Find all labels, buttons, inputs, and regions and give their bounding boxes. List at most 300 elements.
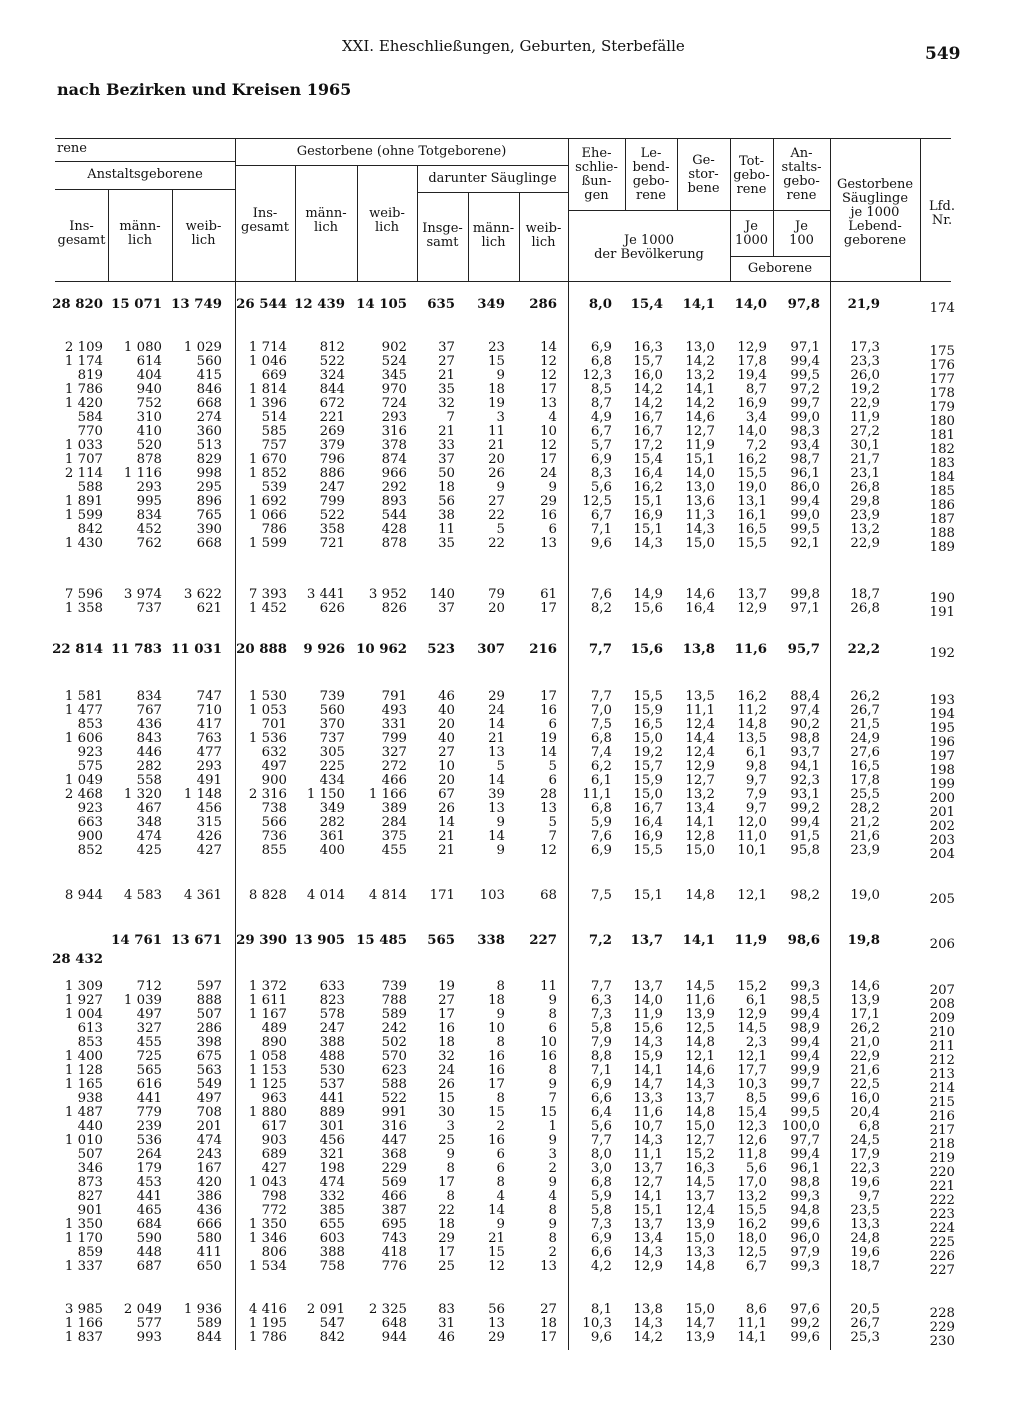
table-cell: 14,2 <box>685 354 715 369</box>
table-cell: 558 <box>136 773 162 788</box>
table-row <box>0 1063 1024 1082</box>
table-cell: 171 <box>429 888 455 903</box>
table-cell: 2 <box>548 1161 557 1176</box>
table-cell: 563 <box>196 1063 222 1078</box>
table-cell: 50 <box>438 466 455 481</box>
table-cell: 12,5 <box>737 1245 767 1260</box>
table-cell: 16 <box>488 1063 505 1078</box>
table-cell: 24 <box>438 1063 455 1078</box>
table-row <box>0 494 1024 513</box>
table-row <box>0 1133 1024 1152</box>
table-cell: 7 <box>548 1091 557 1106</box>
table-cell: 588 <box>77 480 103 495</box>
table-cell: 14 761 <box>111 933 162 948</box>
header-lebendgeborene: Le- bend- gebo- rene <box>632 146 670 203</box>
table-cell: 16,9 <box>737 396 767 411</box>
table-cell: 6,9 <box>590 1231 612 1246</box>
table-row <box>0 1021 1024 1040</box>
table-cell: 900 <box>77 829 103 844</box>
row-number: 220 <box>929 1165 955 1180</box>
table-cell: 1 420 <box>64 396 103 411</box>
table-cell: 9 <box>496 815 505 830</box>
table-cell: 14,3 <box>633 1316 663 1331</box>
table-cell: 9,6 <box>590 536 612 551</box>
header-rule <box>55 189 235 190</box>
table-cell: 923 <box>77 801 103 816</box>
row-number: 226 <box>929 1249 955 1264</box>
table-cell: 570 <box>381 1049 407 1064</box>
table-cell: 35 <box>438 382 455 397</box>
table-cell: 1 707 <box>64 452 103 467</box>
table-cell: 12,9 <box>737 601 767 616</box>
table-row <box>0 1119 1024 1138</box>
table-cell: 788 <box>381 993 407 1008</box>
table-cell: 5,6 <box>590 1119 612 1134</box>
table-cell: 6,9 <box>590 843 612 858</box>
table-cell: 12,1 <box>685 1049 715 1064</box>
table-cell: 25,5 <box>850 787 880 802</box>
table-cell: 13,5 <box>737 731 767 746</box>
table-cell: 9,7 <box>745 801 767 816</box>
table-cell: 15 <box>540 1105 557 1120</box>
table-cell: 21,5 <box>850 717 880 732</box>
table-cell: 668 <box>196 396 222 411</box>
table-cell: 1 010 <box>64 1133 103 1148</box>
table-cell: 6 <box>496 1147 505 1162</box>
table-cell: 1 165 <box>64 1077 103 1092</box>
table-cell: 7,4 <box>590 745 612 760</box>
table-cell: 307 <box>477 642 505 657</box>
table-cell: 12 <box>540 368 557 383</box>
table-cell: 26,0 <box>850 368 880 383</box>
table-cell: 14,2 <box>633 1330 663 1345</box>
table-cell: 569 <box>381 1175 407 1190</box>
table-cell: 293 <box>381 410 407 425</box>
table-cell: 98,7 <box>790 452 820 467</box>
table-cell: 547 <box>319 1316 345 1331</box>
table-cell: 100,0 <box>781 1119 820 1134</box>
table-cell: 24,9 <box>850 731 880 746</box>
table-cell: 68 <box>540 888 557 903</box>
table-cell: 16,0 <box>850 1091 880 1106</box>
table-row <box>0 1007 1024 1026</box>
table-cell: 242 <box>381 1021 407 1036</box>
table-cell: 11,0 <box>737 829 767 844</box>
table-cell: 6,1 <box>745 993 767 1008</box>
table-row <box>0 1245 1024 1264</box>
table-cell: 621 <box>196 601 222 616</box>
table-cell: 5 <box>496 522 505 537</box>
table-cell: 1 195 <box>248 1316 287 1331</box>
table-cell: 19,6 <box>850 1175 880 1190</box>
table-cell: 15,0 <box>685 1231 715 1246</box>
table-cell: 8,0 <box>588 297 612 312</box>
row-number: 185 <box>929 484 955 499</box>
row-number: 178 <box>929 386 955 401</box>
table-row <box>0 979 1024 998</box>
table-cell: 13,0 <box>685 480 715 495</box>
table-cell: 737 <box>319 731 345 746</box>
table-cell: 22,2 <box>847 642 880 657</box>
table-cell: 345 <box>381 368 407 383</box>
table-cell: 560 <box>319 703 345 718</box>
table-cell: 14,0 <box>737 424 767 439</box>
table-cell: 1 837 <box>64 1330 103 1345</box>
table-cell: 4,9 <box>590 410 612 425</box>
table-cell: 32 <box>438 396 455 411</box>
table-cell: 6,6 <box>590 1091 612 1106</box>
table-row <box>0 815 1024 834</box>
table-cell: 385 <box>319 1203 345 1218</box>
table-cell: 420 <box>196 1175 222 1190</box>
table-cell: 99,4 <box>790 815 820 830</box>
table-cell: 14,1 <box>682 933 715 948</box>
table-cell: 522 <box>319 508 345 523</box>
table-cell: 11,6 <box>633 1105 663 1120</box>
header-rule <box>730 256 830 257</box>
row-number: 176 <box>929 358 955 373</box>
table-cell: 13 <box>488 801 505 816</box>
table-cell: 724 <box>381 396 407 411</box>
table-cell: 398 <box>196 1035 222 1050</box>
table-cell: 13,0 <box>685 340 715 355</box>
table-cell: 584 <box>77 410 103 425</box>
table-cell: 9 <box>496 480 505 495</box>
table-cell: 14,6 <box>685 587 715 602</box>
table-cell: 21 <box>438 368 455 383</box>
row-number: 200 <box>929 791 955 806</box>
table-cell: 4 <box>548 1189 557 1204</box>
table-cell: 11,9 <box>850 410 880 425</box>
table-cell: 812 <box>319 340 345 355</box>
table-cell: 536 <box>136 1133 162 1148</box>
table-cell: 40 <box>438 703 455 718</box>
table-cell: 1 692 <box>248 494 287 509</box>
table-cell: 16,1 <box>737 508 767 523</box>
table-cell: 6,8 <box>858 1119 880 1134</box>
table-cell: 8 828 <box>248 888 287 903</box>
table-cell: 873 <box>77 1175 103 1190</box>
table-cell: 7,7 <box>590 689 612 704</box>
table-cell: 799 <box>381 731 407 746</box>
table-cell: 940 <box>136 382 162 397</box>
table-cell: 1 852 <box>248 466 287 481</box>
table-cell: 14,4 <box>685 731 715 746</box>
table-cell: 426 <box>196 829 222 844</box>
table-row <box>0 382 1024 401</box>
table-cell: 14,8 <box>685 888 715 903</box>
table-cell: 12,5 <box>582 494 612 509</box>
table-cell: 710 <box>196 703 222 718</box>
header-anstaltsgeborene-pct: An- stalts- gebo- rene <box>781 146 822 203</box>
table-cell: 1 927 <box>64 993 103 1008</box>
table-cell: 284 <box>381 815 407 830</box>
table-cell: 18,7 <box>850 1259 880 1274</box>
table-cell: 1 396 <box>248 396 287 411</box>
table-cell: 24 <box>540 466 557 481</box>
table-cell: 9,8 <box>745 759 767 774</box>
row-number: 203 <box>929 833 955 848</box>
table-cell: 923 <box>77 745 103 760</box>
table-cell: 26,2 <box>850 689 880 704</box>
table-cell: 560 <box>196 354 222 369</box>
table-cell: 56 <box>438 494 455 509</box>
table-cell: 18 <box>540 1316 557 1331</box>
table-cell: 99,8 <box>790 587 820 602</box>
table-cell: 456 <box>319 1133 345 1148</box>
table-cell: 4 <box>548 410 557 425</box>
header-maennlich: männ- lich <box>119 219 161 248</box>
table-cell: 524 <box>381 354 407 369</box>
table-cell: 21,6 <box>850 1063 880 1078</box>
table-cell: 321 <box>319 1147 345 1162</box>
table-cell: 1 066 <box>248 508 287 523</box>
table-row <box>0 888 1024 907</box>
table-cell: 15,5 <box>737 536 767 551</box>
table-cell: 17 <box>540 1330 557 1345</box>
table-cell: 1 786 <box>64 382 103 397</box>
table-cell: 29 <box>540 494 557 509</box>
header-saeuglinge-maennlich: männ- lich <box>472 221 515 250</box>
row-number: 196 <box>929 735 955 750</box>
table-cell: 14,1 <box>737 1330 767 1345</box>
table-cell: 14,3 <box>633 1133 663 1148</box>
header-bottom-rule <box>55 281 951 282</box>
table-cell: 274 <box>196 410 222 425</box>
table-cell: 9,6 <box>590 1330 612 1345</box>
table-cell: 349 <box>319 801 345 816</box>
table-cell: 13,3 <box>685 1245 715 1260</box>
table-cell: 15,4 <box>737 1105 767 1120</box>
table-cell: 11 <box>438 522 455 537</box>
table-cell: 96,0 <box>790 1231 820 1246</box>
table-cell: 896 <box>196 494 222 509</box>
row-number: 190 <box>929 591 955 606</box>
table-cell: 2 049 <box>123 1302 162 1317</box>
table-cell: 19,6 <box>850 1245 880 1260</box>
table-cell: 626 <box>319 601 345 616</box>
table-cell: 15,9 <box>633 1049 663 1064</box>
table-cell: 1 058 <box>248 1049 287 1064</box>
table-cell: 15,6 <box>633 601 663 616</box>
table-cell: 1 166 <box>64 1316 103 1331</box>
table-cell: 243 <box>196 1147 222 1162</box>
table-cell: 16,2 <box>737 452 767 467</box>
table-cell: 902 <box>381 340 407 355</box>
table-cell: 247 <box>319 480 345 495</box>
table-cell: 663 <box>77 815 103 830</box>
table-cell: 99,4 <box>790 1007 820 1022</box>
table-cell: 13,7 <box>737 587 767 602</box>
table-cell: 589 <box>381 1007 407 1022</box>
table-cell: 7,6 <box>590 829 612 844</box>
table-cell: 991 <box>381 1105 407 1120</box>
table-cell: 14 <box>488 773 505 788</box>
table-cell: 14,1 <box>685 815 715 830</box>
table-cell: 99,7 <box>790 1077 820 1092</box>
table-cell: 98,9 <box>790 1021 820 1036</box>
table-cell: 853 <box>77 717 103 732</box>
table-cell: 22,9 <box>850 396 880 411</box>
table-cell: 20 <box>488 452 505 467</box>
table-cell: 21 <box>438 424 455 439</box>
table-cell: 22 <box>488 536 505 551</box>
table-cell: 544 <box>381 508 407 523</box>
table-cell: 11,9 <box>734 933 767 948</box>
table-cell: 18,7 <box>850 587 880 602</box>
table-cell: 448 <box>136 1245 162 1260</box>
table-cell: 331 <box>381 717 407 732</box>
table-top-rule <box>55 138 951 139</box>
row-number: 208 <box>929 997 955 1012</box>
table-cell: 99,7 <box>790 396 820 411</box>
header-anstaltsgeborene: Anstaltsgeborene <box>87 167 203 182</box>
table-cell: 886 <box>319 466 345 481</box>
table-cell: 7,3 <box>590 1007 612 1022</box>
table-cell: 17,0 <box>737 1175 767 1190</box>
table-cell: 99,2 <box>790 801 820 816</box>
table-cell: 712 <box>136 979 162 994</box>
table-cell: 15,0 <box>685 843 715 858</box>
table-cell: 14,1 <box>682 297 715 312</box>
table-row <box>0 438 1024 457</box>
table-cell: 434 <box>319 773 345 788</box>
table-cell: 15 <box>438 1091 455 1106</box>
table-cell: 11,1 <box>633 1147 663 1162</box>
table-cell: 739 <box>319 689 345 704</box>
table-cell: 388 <box>319 1035 345 1050</box>
table-cell: 9 <box>446 1147 455 1162</box>
table-cell: 13,8 <box>633 1302 663 1317</box>
table-row <box>0 642 1024 661</box>
table-cell: 14,5 <box>737 1021 767 1036</box>
table-cell: 97,1 <box>790 340 820 355</box>
table-cell: 1 033 <box>64 438 103 453</box>
table-cell: 20 <box>438 717 455 732</box>
table-cell: 10 <box>438 759 455 774</box>
table-cell: 17 <box>540 452 557 467</box>
table-cell: 11,6 <box>734 642 767 657</box>
table-cell: 903 <box>261 1133 287 1148</box>
table-cell: 99,6 <box>790 1217 820 1232</box>
header-totgeborene: Tot- gebo- rene <box>733 154 770 197</box>
table-cell: 40 <box>438 731 455 746</box>
table-cell: 15,0 <box>633 787 663 802</box>
table-cell: 6 <box>548 522 557 537</box>
table-row <box>0 536 1024 555</box>
row-number: 228 <box>929 1306 955 1321</box>
table-cell: 17,3 <box>850 340 880 355</box>
table-cell: 878 <box>381 536 407 551</box>
table-cell: 15,0 <box>685 536 715 551</box>
table-row <box>0 410 1024 429</box>
table-cell: 5 <box>548 759 557 774</box>
table-cell: 98,6 <box>787 933 820 948</box>
table-cell: 1 080 <box>123 340 162 355</box>
row-number: 174 <box>929 301 955 316</box>
row-number: 227 <box>929 1263 955 1278</box>
table-row <box>0 1302 1024 1321</box>
table-cell: 13,6 <box>685 494 715 509</box>
table-cell: 368 <box>381 1147 407 1162</box>
row-number: 221 <box>929 1179 955 1194</box>
table-cell: 1 599 <box>64 508 103 523</box>
table-cell: 17 <box>488 1077 505 1092</box>
table-row <box>0 745 1024 764</box>
table-cell: 474 <box>196 1133 222 1148</box>
table-cell: 14,0 <box>685 466 715 481</box>
table-cell: 497 <box>136 1007 162 1022</box>
table-cell: 26,7 <box>850 1316 880 1331</box>
table-row <box>0 1203 1024 1222</box>
table-cell: 15,4 <box>633 452 663 467</box>
table-cell: 99,5 <box>790 368 820 383</box>
table-cell: 16 <box>438 1021 455 1036</box>
table-row <box>0 1175 1024 1194</box>
table-cell: 10 <box>540 1035 557 1050</box>
header-saeuglingssterblichkeit: Gestorbene Säuglinge je 1000 Lebend- geborene <box>836 177 914 248</box>
table-cell: 12,4 <box>685 717 715 732</box>
table-cell: 7,7 <box>590 979 612 994</box>
table-cell: 29 <box>488 1330 505 1345</box>
table-cell: 18 <box>488 382 505 397</box>
table-row <box>0 1259 1024 1278</box>
table-cell: 791 <box>381 689 407 704</box>
table-cell: 14,0 <box>633 993 663 1008</box>
table-cell: 1 891 <box>64 494 103 509</box>
table-cell: 14,5 <box>685 1175 715 1190</box>
table-cell: 379 <box>319 438 345 453</box>
header-insgesamt: Ins- gesamt <box>57 219 106 248</box>
table-cell: 24 <box>488 703 505 718</box>
table-cell: 98,8 <box>790 1175 820 1190</box>
table-cell: 520 <box>136 438 162 453</box>
table-cell: 15 485 <box>356 933 407 948</box>
table-row <box>0 689 1024 708</box>
table-cell: 7,0 <box>590 703 612 718</box>
table-cell: 436 <box>136 717 162 732</box>
table-row <box>0 1161 1024 1180</box>
row-number: 180 <box>929 414 955 429</box>
table-cell: 2 316 <box>248 787 287 802</box>
table-cell: 9 <box>548 1217 557 1232</box>
table-cell: 834 <box>136 508 162 523</box>
row-number: 198 <box>929 763 955 778</box>
table-cell: 1 534 <box>248 1259 287 1274</box>
table-cell: 8,8 <box>590 1049 612 1064</box>
table-cell: 436 <box>196 1203 222 1218</box>
table-cell: 2 091 <box>306 1302 345 1317</box>
table-cell: 9 <box>496 1007 505 1022</box>
table-cell: 12,3 <box>737 1119 767 1134</box>
table-cell: 99,3 <box>790 979 820 994</box>
table-cell: 310 <box>136 410 162 425</box>
table-cell: 23,9 <box>850 843 880 858</box>
table-row <box>0 759 1024 778</box>
table-row <box>0 1231 1024 1250</box>
table-cell: 3,0 <box>590 1161 612 1176</box>
table-cell: 3 <box>446 1119 455 1134</box>
table-cell: 1 004 <box>64 1007 103 1022</box>
row-number: 192 <box>929 646 955 661</box>
table-cell: 99,6 <box>790 1091 820 1106</box>
table-row <box>0 1091 1024 1110</box>
table-cell: 799 <box>319 494 345 509</box>
table-cell: 98,2 <box>790 888 820 903</box>
table-cell: 216 <box>529 642 557 657</box>
table-cell: 578 <box>319 1007 345 1022</box>
table-cell: 513 <box>196 438 222 453</box>
